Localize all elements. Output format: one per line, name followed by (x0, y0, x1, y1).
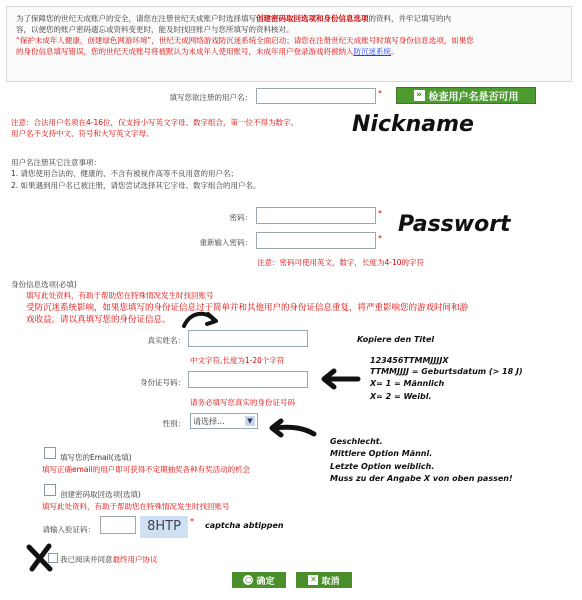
agree-text: 我已阅读并同意最终用户协议 (60, 555, 158, 564)
identity-note-3: 戏收益。请以真填写您的身份证信息。 (26, 315, 171, 325)
chevron-down-icon: ▼ (245, 416, 255, 426)
identity-note-2: 受防沉迷系统影响，如果您填写的身份证信息过于简单并和其他用户的身份证信息重复，将严重影响您的游戏时间和游 (26, 303, 469, 313)
close-icon: ✕ (310, 575, 317, 584)
username-hint-2: 用户名不支持中文、符号和大写英文字母。 (11, 129, 154, 138)
agree-checkbox[interactable] (48, 553, 58, 563)
email-option-hint: 填写正确email的用户即可获得不定期抽奖各种有奖活动的机会 (42, 465, 251, 474)
gender-annotation-2: Mittlere Option Männl. (330, 449, 433, 458)
password-input[interactable] (256, 207, 376, 224)
password-hint: 注意：密码可使用英文，数字，长度为4-10的字符 (257, 258, 425, 267)
real-name-hint: 中文字符,长度为1-20个字符 (190, 356, 285, 365)
password-label: 密码： (229, 213, 252, 222)
id-annotation-3: X= 1 = Männlich (370, 379, 445, 388)
username-label: 填写您欲注册的用户名： (169, 93, 252, 102)
rules-item-1: 1. 请您使用合法的、健康的、不含有被视作高等不良用意的用户名； (11, 169, 239, 178)
hand-curved-arrow-icon (180, 308, 224, 330)
anti-addiction-link[interactable]: 防沉迷系统 (353, 47, 391, 56)
gender-annotation-4: Muss zu der Angabe X von oben passen! (330, 474, 513, 483)
captcha-input[interactable] (100, 516, 136, 534)
notice-line-4: 的身份信息填写错误，您的世纪天成账号将被默认为未成年人使用账号，未成年用户登录游戏将被纳入防沉迷系统。 (16, 47, 399, 56)
identity-note-1: 填写此处资料，有助于帮助您在特殊情况发生时找回账号 (26, 291, 214, 300)
real-name-label: 真实姓名： (147, 336, 185, 345)
username-hint-1: 注意：合法用户名须在4-16位，仅支持小写英文字母、数字组合，第一位不得为数字。 (11, 118, 299, 127)
real-name-input[interactable] (188, 330, 308, 347)
double-arrow-icon: » (414, 90, 425, 101)
captcha-annotation: captcha abtippen (205, 521, 284, 530)
recovery-option-checkbox[interactable] (44, 484, 56, 496)
notice-line-2: 容，以便您的账户密码遗忘或资料变更时，能及时找回账户与您所填写的资料核对。 (16, 25, 294, 34)
email-option-checkbox[interactable] (44, 447, 56, 459)
check-username-button[interactable]: » 检查用户名是否可用 (396, 87, 536, 104)
gender-label: 性别： (162, 419, 185, 428)
circle-ok-icon: ○ (244, 575, 252, 584)
passwort-annotation: Passwort (398, 212, 511, 237)
notice-box (6, 6, 572, 82)
rules-title: 用户名注册其它注意事项： (11, 158, 101, 167)
gender-annotation-3: Letzte Option weiblich. (330, 462, 435, 471)
confirm-button[interactable]: ○ 确定 (232, 572, 286, 588)
id-annotation-1: 123456TTMMJJJJX (370, 356, 449, 365)
hand-arrow-left-icon (318, 368, 362, 390)
captcha-image: 8HTP (140, 516, 188, 538)
hand-arrow-left-icon-2 (266, 418, 318, 440)
confirm-password-input[interactable] (256, 232, 376, 249)
gender-select[interactable]: 请选择... ▼ (190, 413, 258, 429)
id-number-input[interactable] (188, 371, 308, 388)
rules-item-2: 2. 如果遇到用户名已被注册，请您尝试选择其它字母、数字组合的用户名。 (11, 181, 261, 190)
eula-link[interactable]: 最终用户协议 (112, 555, 158, 564)
notice-line-1: 为了保障您的世纪天成账户的安全，请您在注册世纪天成账户时选择填写创建密码取回选项和身份信息选项的资料，并牢记填写的内 (16, 14, 451, 23)
kopiere-annotation: Kopiere den Titel (357, 335, 435, 344)
nickname-annotation: Nickname (352, 112, 474, 137)
identity-section-title: 身份信息选项(必填) (11, 280, 77, 289)
email-option-label: 填写您的Email(选填) (60, 453, 132, 462)
id-annotation-4: X= 2 = Weibl. (370, 392, 432, 401)
confirm-password-label: 重新输入密码： (199, 238, 252, 247)
captcha-required-star: * (190, 517, 194, 526)
gender-annotation-1: Geschlecht. (330, 437, 383, 446)
recovery-option-label: 创建密码取回选项(选填) (60, 490, 141, 499)
confirm-password-required-star: * (378, 234, 382, 243)
password-required-star: * (378, 209, 382, 218)
username-input[interactable] (256, 88, 376, 104)
id-number-label: 身份证号码： (140, 378, 185, 387)
id-number-hint: 请务必填写您真实的身份证号码 (190, 398, 295, 407)
username-required-star: * (378, 89, 382, 98)
captcha-label: 请输入验证码： (42, 525, 95, 534)
recovery-option-hint: 填写此处资料，有助于帮助您在特殊情况发生时找回账号 (42, 502, 230, 511)
id-annotation-2: TTMMJJJJ = Geburtsdatum (> 18 J) (370, 367, 523, 376)
notice-line-3: “保护未成年人健康，创建绿色网游环境”，世纪天成网络游戏防沉迷系统全面启动；请您在注册世纪天成账号时填写身份信息选项，如果您 (16, 36, 474, 45)
cancel-button[interactable]: ✕ 取消 (296, 572, 352, 588)
